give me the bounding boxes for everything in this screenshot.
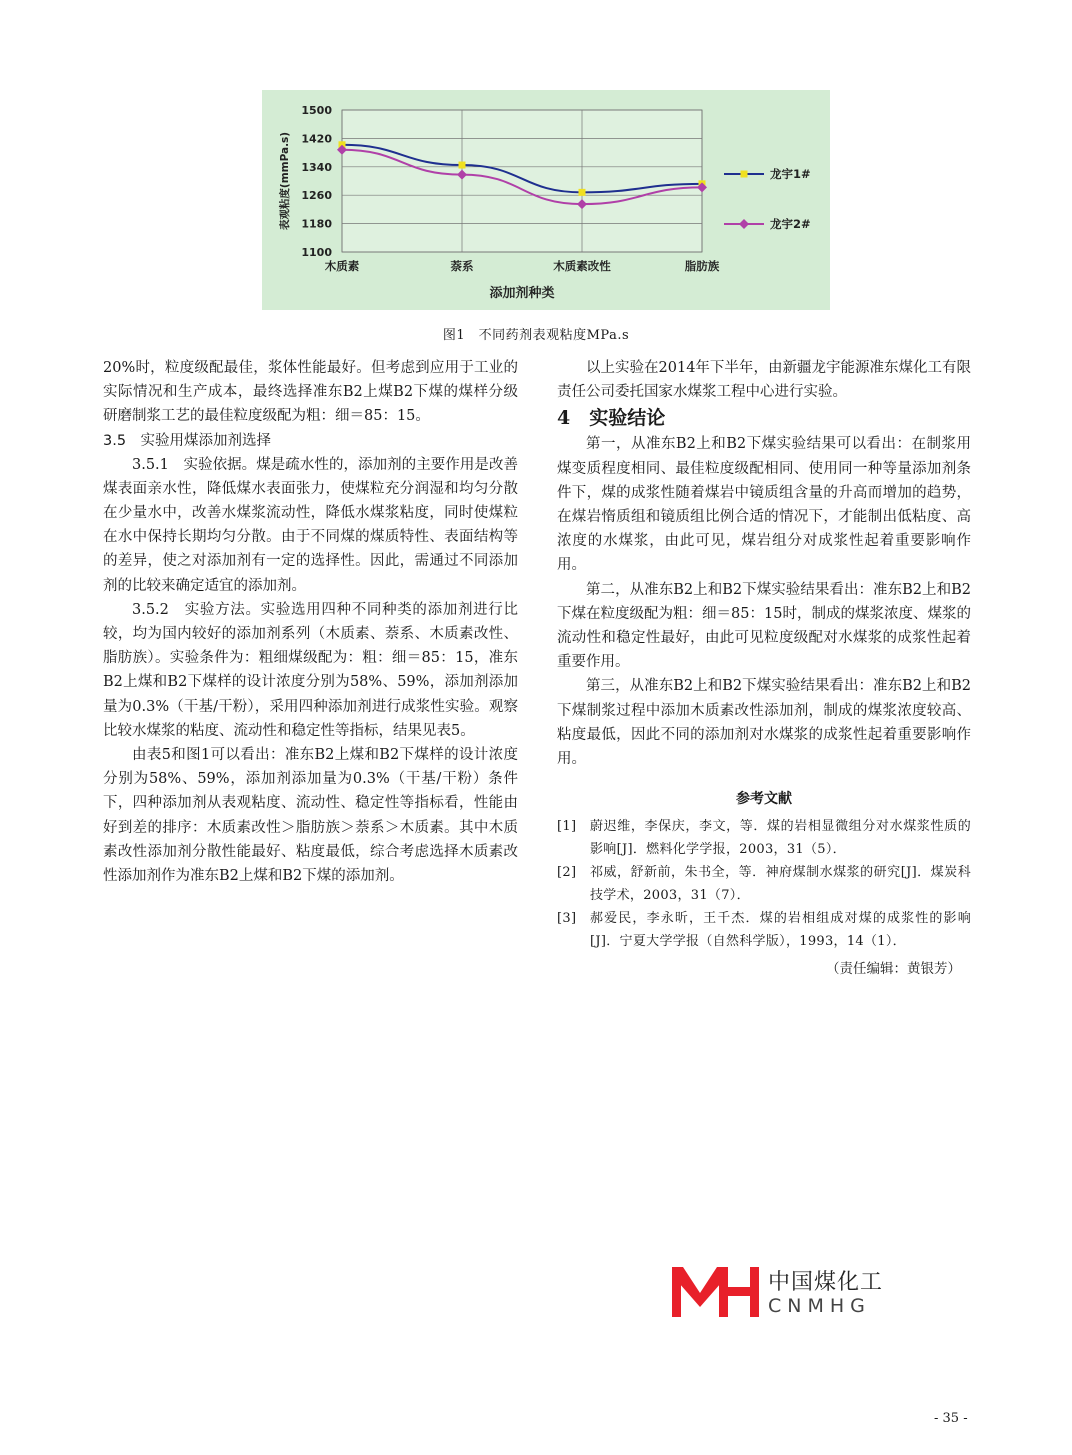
viscosity-line-chart	[262, 90, 830, 310]
paragraph: 20%时，粒度级配最佳，浆体性能最好。但考虑到应用于工业的实际情况和生产成本，最终选择准东B2上煤B2下煤的煤样分级研磨制浆工艺的最佳粒度级配为粗：细＝85：15。	[103, 360, 518, 425]
reference-number: [2]	[557, 865, 577, 881]
x-tick-label: 脂肪族	[684, 259, 720, 273]
paragraph-second: 第二，从准东B2上和B2下煤实验结果看出：准东B2上和B2下煤在粒度级配为粗：细＝85：15时，制成的煤浆浓度、煤浆的流动性和稳定性最好，由此可见粒度级配对水煤浆的成浆性起着重要作用。	[557, 581, 971, 671]
figure-caption: 图1 不同药剂表观粘度MPa.s	[442, 328, 630, 343]
y-axis-title: 表观粘度(mmPa.s)	[279, 131, 291, 231]
y-tick-label: 1340	[301, 160, 332, 174]
plot-area	[342, 110, 702, 252]
section-heading-3-5: 3.5 实验用煤添加剂选择	[103, 432, 272, 449]
cnmhg-logo	[670, 1263, 930, 1323]
paragraph-intro: 以上实验在2014年下半年，由新疆龙宇能源准东煤化工有限责任公司委托国家水煤浆工程中心进行实验。	[557, 360, 971, 401]
x-tick-label: 木质素改性	[553, 259, 611, 273]
legend-marker	[739, 219, 749, 229]
y-tick-label: 1180	[301, 217, 332, 231]
y-tick-label: 1260	[301, 189, 332, 203]
responsible-editor: （责任编辑：黄银芳）	[826, 961, 961, 978]
page-number: - 35 -	[934, 1411, 968, 1426]
reference-number: [3]	[557, 911, 577, 927]
legend-marker	[741, 171, 748, 178]
paragraph-first: 第一，从准东B2上和B2下煤实验结果可以看出：在制浆用煤变质程度相同、最佳粒度级配相同、使用同一种等量添加剂条件下，煤的成浆性随着煤岩中镜质组含量的升高而增加的趋势，在煤岩惰质组和镜质组比例合适的情况下，才能制出低粘度、高浓度的水煤浆，由此可见，煤岩组分对成浆性起着重要影响作用。	[557, 436, 971, 574]
legend-label: 龙宇2#	[770, 217, 811, 231]
reference-item	[557, 815, 971, 861]
data-point-series-1	[579, 189, 586, 196]
reference-item	[557, 861, 971, 907]
logo-english-text: CNMHG	[768, 1295, 871, 1317]
reference-text: 蔚迟维，李保庆，李文，等．煤的岩相显微组分对水煤浆性质的影响[J]．燃料化学学报，2003，31（5）．	[590, 819, 971, 858]
right-column	[557, 356, 971, 981]
legend-label: 龙宇1#	[770, 167, 811, 181]
y-tick-label: 1500	[301, 104, 332, 117]
logo-chinese-text: 中国煤化工	[768, 1270, 884, 1295]
reference-text: 郝爱民，李永昕，王千杰．煤的岩相组成对煤的成浆性的影响[J]．宁夏大学学报（自然科学版），1993，14（1）．	[590, 911, 971, 950]
reference-item	[557, 907, 971, 953]
reference-number: [1]	[557, 819, 577, 835]
y-tick-label: 1420	[301, 132, 332, 146]
paragraph-3-5-1: 3.5.1 实验依据。煤是疏水性的，添加剂的主要作用是改善煤表面亲水性，降低煤水表面张力，使煤粒充分润湿和均匀分散在少量水中，改善水煤浆流动性，降低水煤浆粘度，同时使煤粒在水中保持长期均匀分散。由于不同煤的煤质特性、表面结构等的差异，使之对添加剂有一定的选择性。因此，需通过不同添加剂的比较来确定适宜的添加剂。	[103, 456, 518, 594]
x-tick-label: 木质素	[324, 259, 360, 273]
x-axis-title: 添加剂种类	[489, 286, 555, 301]
figure-1	[262, 90, 830, 310]
section-heading-4: 4 实验结论	[557, 407, 666, 430]
x-tick-label: 萘系	[450, 259, 474, 273]
paragraph-third: 第三，从准东B2上和B2下煤实验结果看出：准东B2上和B2下煤制浆过程中添加木质素改性添加剂，制成的煤浆浓度较高、粘度最低，因此不同的添加剂对水煤浆的成浆性起着重要影响作用。	[557, 678, 971, 768]
data-point-series-1	[459, 162, 466, 169]
references-heading: 参考文献	[736, 791, 792, 808]
left-column	[103, 356, 518, 888]
reference-text: 祁威，舒新前，朱书全，等．神府煤制水煤浆的研究[J]．煤炭科技学术，2003，31（7）．	[590, 865, 971, 904]
cnmhg-logo-mark-icon	[670, 1263, 762, 1319]
paragraph-result: 由表5和图1可以看出：准东B2上煤和B2下煤样的设计浓度分别为58%、59%，添加剂添加量为0.3%（干基/干粉）条件下，四种添加剂从表观粘度、流动性、稳定性等指标看，性能由好到差的排序：木质素改性＞脂肪族＞萘系＞木质素。其中木质素改性添加剂分散性能最好、粘度最低，综合考虑选择木质素改性添加剂作为准东B2上煤和B2下煤的添加剂。	[103, 747, 518, 885]
paragraph-3-5-2: 3.5.2 实验方法。实验选用四种不同种类的添加剂进行比较，均为国内较好的添加剂系列（木质素、萘系、木质素改性、脂肪族）。实验条件为：粗细煤级配为：粗：细＝85：15，准东B2上煤和B2下煤样的设计浓度分别为58%、59%，添加剂添加量为0.3%（干基/干粉），采用四种添加剂进行成浆性实验。观察比较水煤浆的粘度、流动性和稳定性等指标，结果见表5。	[103, 601, 518, 739]
y-tick-label: 1100	[301, 246, 332, 259]
